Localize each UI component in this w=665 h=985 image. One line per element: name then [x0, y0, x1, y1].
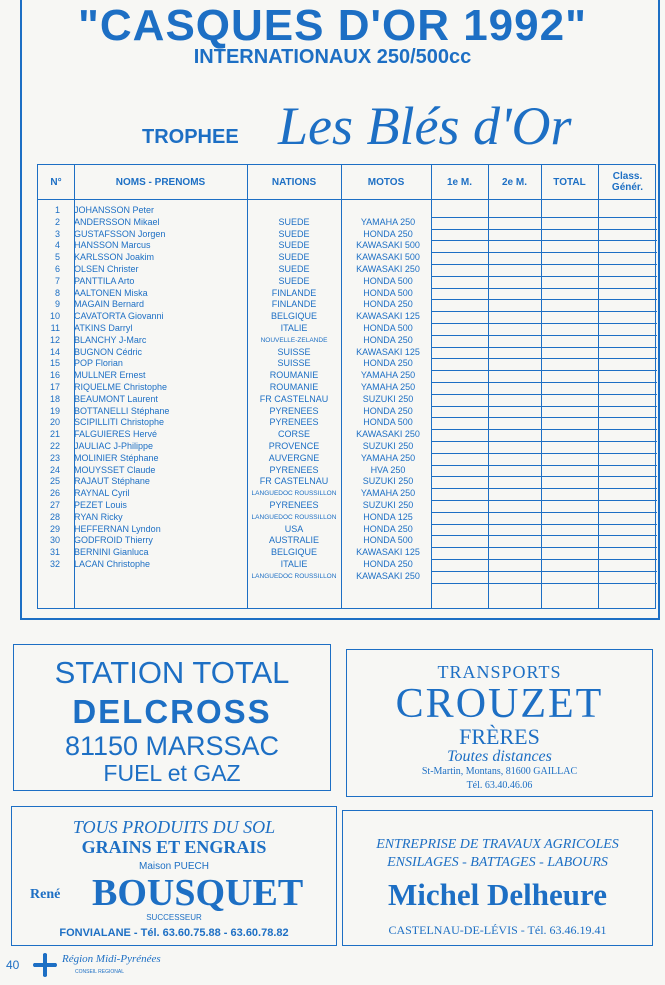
rider-moto: KAWASAKI 500 — [356, 240, 420, 251]
rider-moto: HONDA 250 — [363, 358, 413, 369]
rider-number: 25 — [49, 476, 60, 487]
table-row — [38, 488, 655, 500]
rider-name: BUGNON Cédric — [74, 346, 143, 357]
rider-name: MULLNER Ernest — [74, 370, 146, 381]
rider-nation: ITALIE — [280, 559, 308, 569]
rider-nation: USA — [284, 523, 304, 534]
table-row — [38, 453, 655, 465]
ad-bousquet-line2: GRAINS ET ENGRAIS — [81, 837, 267, 857]
ad-crouzet-line1: TRANSPORTS — [437, 662, 562, 682]
rider-moto: HONDA 250 — [363, 299, 413, 310]
table-row — [38, 347, 655, 359]
rider-number: 24 — [49, 464, 60, 475]
rider-nation: CORSE — [277, 429, 310, 440]
rider-number: 28 — [49, 511, 60, 522]
table-row — [38, 264, 655, 276]
ad-bousquet-line5: SUCCESSEUR — [146, 913, 202, 922]
rider-nation: SUISSE — [277, 358, 311, 369]
rider-moto: SUZUKI 250 — [362, 476, 414, 487]
event-subtitle: INTERNATIONAUX 250/500cc — [193, 46, 472, 68]
rider-moto: YAMAHA 250 — [360, 370, 416, 381]
ad-station-total — [13, 644, 331, 791]
rider-name: RIQUELME Christophe — [74, 382, 168, 392]
rider-name: HEFFERNAN Lyndon — [74, 523, 161, 534]
rider-name: PEZET Louis — [74, 500, 127, 510]
rider-moto: HONDA 500 — [363, 535, 413, 546]
ad-total-line4: FUEL et GAZ — [103, 760, 241, 786]
rider-number: 12 — [49, 334, 60, 345]
page-number: 40 — [6, 958, 20, 972]
table-row — [38, 417, 655, 429]
rider-number: 19 — [49, 405, 60, 416]
rider-name: AALTONEN Miska — [74, 287, 148, 298]
rider-name: JOHANSSON Peter — [74, 205, 155, 215]
ad-delheure-line4: CASTELNAU-DE-LÉVIS - Tél. 63.46.19.41 — [388, 923, 607, 937]
rider-name: PANTTILA Arto — [74, 275, 135, 286]
rider-number: 32 — [49, 559, 60, 569]
rider-nation: PROVENCE — [268, 441, 320, 451]
table-row — [38, 217, 655, 229]
rider-nation: BELGIQUE — [270, 547, 317, 558]
rider-moto: HONDA 500 — [363, 287, 413, 298]
rider-nation: LANGUEDOC ROUSSILLON — [251, 513, 337, 521]
rider-nation: LANGUEDOC ROUSSILLON — [251, 572, 337, 580]
rider-name: LACAN Christophe — [74, 559, 151, 569]
rider-name: BOTTANELLI Stéphane — [74, 405, 170, 416]
header-number: N° — [50, 176, 62, 188]
rider-moto: YAMAHA 250 — [360, 382, 416, 392]
table-row — [38, 370, 655, 382]
rider-number: 15 — [49, 358, 60, 369]
rider-name: RYAN Ricky — [74, 511, 123, 522]
rider-moto: HONDA 250 — [363, 523, 413, 534]
rider-moto: SUZUKI 250 — [362, 441, 414, 451]
ad-delheure-line1: ENTREPRISE DE TRAVAUX AGRICOLES — [376, 837, 619, 852]
rider-name: CAVATORTA Giovanni — [74, 311, 164, 322]
rider-name: MOUYSSET Claude — [74, 464, 156, 475]
rider-nation: SUEDE — [278, 275, 310, 286]
rider-number: 18 — [49, 393, 60, 404]
table-row — [38, 240, 655, 252]
rider-moto: SUZUKI 250 — [362, 393, 414, 404]
rider-number: 17 — [49, 382, 60, 392]
score-row-line — [431, 583, 657, 584]
rider-name: FALGUIERES Hervé — [74, 429, 158, 440]
ad-bousquet-name-row — [12, 873, 336, 913]
region-subtitle: CONSEIL REGIONAL — [75, 969, 124, 975]
rider-number: 5 — [54, 252, 60, 263]
ad-total-line2: DELCROSS — [72, 693, 272, 730]
ad-bousquet-line1: TOUS PRODUITS DU SOL — [72, 817, 276, 837]
table-row — [38, 512, 655, 524]
ad-crouzet-line3: FRÈRES — [459, 724, 540, 749]
rider-name: GUSTAFSSON Jorgen — [74, 228, 166, 239]
rider-name: SCIPILLITI Christophe — [74, 417, 165, 428]
rider-number: 20 — [49, 417, 60, 428]
header-name: NOMS - PRENOMS — [115, 176, 206, 188]
rider-name: BERNINI Gianluca — [74, 547, 149, 558]
rider-nation: ROUMANIE — [269, 382, 319, 392]
table-row — [38, 559, 655, 571]
rider-nation: SUEDE — [278, 228, 310, 239]
header-total: TOTAL — [553, 176, 586, 188]
rider-number: 4 — [54, 240, 60, 251]
rider-name: MOLINIER Stéphane — [74, 452, 159, 463]
rider-nation: PYRENEES — [269, 464, 319, 475]
ad-bousquet-line3: Maison PUECH — [138, 861, 210, 872]
rider-name: RAYNAL Cyril — [74, 488, 130, 499]
rider-nation: ITALIE — [280, 323, 308, 333]
rider-number: 21 — [49, 429, 60, 440]
rider-number: 31 — [49, 547, 60, 558]
table-row — [38, 252, 655, 264]
rider-moto: KAWASAKI 125 — [356, 346, 420, 357]
rider-number: 26 — [49, 488, 60, 499]
rider-number: 3 — [54, 228, 60, 239]
table-row — [38, 299, 655, 311]
ad-total-line1: STATION TOTAL — [54, 655, 290, 690]
rider-number: 14 — [49, 346, 60, 357]
rider-moto: KAWASAKI 250 — [356, 429, 420, 440]
rider-nation: SUEDE — [278, 216, 310, 227]
table-row — [38, 441, 655, 453]
rider-moto: YAMAHA 250 — [360, 488, 416, 499]
rider-moto: YAMAHA 250 — [360, 452, 416, 463]
ad-michel-delheure — [342, 810, 653, 946]
rider-name: KARLSSON Joakim — [74, 252, 155, 263]
rider-nation: LANGUEDOC ROUSSILLON — [251, 490, 337, 498]
rider-nation: SUEDE — [278, 252, 310, 263]
rider-nation: FINLANDE — [271, 299, 317, 310]
rider-number: 22 — [49, 441, 60, 451]
rider-name: ANDERSSON Mikael — [74, 216, 160, 227]
rider-name: RAJAUT Stéphane — [74, 476, 150, 487]
rider-name: JAULIAC J-Philippe — [74, 441, 154, 451]
rider-moto: HONDA 250 — [363, 228, 413, 239]
table-row — [38, 311, 655, 323]
rider-nation: NOUVELLE-ZELANDE — [260, 336, 328, 344]
ad-total-line3: 81150 MARSSAC — [64, 731, 280, 761]
header-nation: NATIONS — [271, 176, 317, 188]
rider-nation: SUISSE — [277, 346, 311, 357]
table-row — [38, 524, 655, 536]
rider-nation: BELGIQUE — [270, 311, 317, 322]
table-row — [38, 323, 655, 335]
rider-name: MAGAIN Bernard — [74, 299, 145, 310]
ad-rene-bousquet — [11, 806, 337, 946]
region-cross-icon — [32, 952, 58, 978]
rider-moto: HVA 250 — [370, 464, 406, 475]
rider-moto: HONDA 125 — [363, 511, 413, 522]
rider-nation: AUVERGNE — [268, 452, 320, 463]
rider-name: POP Florian — [74, 358, 123, 369]
ad-crouzet-line6: Tél. 63.40.46.06 — [466, 780, 533, 791]
ad-transports-crouzet — [346, 649, 653, 797]
table-row — [38, 205, 655, 217]
table-row — [38, 476, 655, 488]
table-row — [38, 335, 655, 347]
ad-crouzet-line4: Toutes distances — [447, 748, 552, 765]
rider-moto: KAWASAKI 500 — [356, 252, 420, 263]
table-row — [38, 535, 655, 547]
rider-moto: HONDA 250 — [363, 559, 413, 569]
rider-number: 27 — [49, 500, 60, 510]
table-row — [38, 229, 655, 241]
rider-number: 10 — [49, 311, 60, 322]
rider-number: 6 — [54, 264, 60, 274]
region-name: Région Midi-Pyrénées — [62, 953, 161, 965]
rider-moto: HONDA 250 — [363, 334, 413, 345]
table-row — [38, 288, 655, 300]
rider-number: 29 — [49, 523, 60, 534]
rider-nation: SUEDE — [278, 240, 310, 251]
event-title: "CASQUES D'OR 1992" — [78, 1, 587, 50]
trophy-label: TROPHEE — [142, 126, 239, 148]
rider-moto: HONDA 500 — [363, 275, 413, 286]
table-row — [38, 394, 655, 406]
rider-nation: PYRENEES — [269, 500, 319, 510]
rider-name: BEAUMONT Laurent — [74, 393, 158, 404]
table-row — [38, 358, 655, 370]
rider-nation: PYRENEES — [269, 417, 319, 428]
rider-nation: FR CASTELNAU — [259, 476, 329, 487]
ad-delheure-line3: Michel Delheure — [388, 877, 607, 912]
rider-number: 30 — [49, 535, 60, 546]
rider-number: 1 — [54, 205, 60, 215]
table-row — [38, 429, 655, 441]
rider-nation: PYRENEES — [269, 405, 319, 416]
ad-bousquet-surname: BOUSQUET — [92, 872, 304, 914]
rider-moto: KAWASAKI 250 — [356, 570, 420, 581]
table-row — [38, 276, 655, 288]
rider-number: 23 — [49, 452, 60, 463]
results-table — [37, 164, 656, 609]
rider-number: 16 — [49, 370, 60, 381]
rider-nation: SUEDE — [278, 264, 310, 274]
header-race2: 2e M. — [501, 176, 527, 188]
header-race1: 1e M. — [446, 176, 472, 188]
rider-moto: HONDA 500 — [363, 417, 413, 428]
rider-number: 8 — [54, 287, 60, 298]
rider-name: HANSSON Marcus — [74, 240, 151, 251]
rider-moto: SUZUKI 250 — [362, 500, 414, 510]
trophy-name: Les Blés d'Or — [278, 96, 572, 156]
header-divider — [38, 199, 655, 200]
table-row — [38, 465, 655, 477]
table-row — [38, 382, 655, 394]
table-row — [38, 571, 655, 583]
rider-moto: HONDA 250 — [363, 405, 413, 416]
header-classement: Class. Génér. — [611, 171, 644, 193]
rider-name: GODFROID Thierry — [74, 535, 153, 546]
rider-number: 9 — [54, 299, 60, 310]
ad-delheure-line2: ENSILAGES - BATTAGES - LABOURS — [387, 855, 608, 870]
rider-moto: KAWASAKI 125 — [356, 547, 420, 558]
rider-nation: AUSTRALIE — [268, 535, 319, 546]
ad-crouzet-line5: St-Martin, Montans, 81600 GAILLAC — [421, 766, 578, 777]
ad-bousquet-firstname: René — [30, 887, 61, 902]
rider-number: 2 — [54, 216, 60, 227]
ad-crouzet-line2: CROUZET — [395, 681, 604, 727]
ad-bousquet-line6: FONVIALANE - Tél. 63.60.75.88 - 63.60.78.82 — [59, 927, 289, 939]
rider-moto: YAMAHA 250 — [360, 216, 416, 227]
table-row — [38, 500, 655, 512]
rider-moto: KAWASAKI 250 — [356, 264, 420, 274]
rider-number: 11 — [50, 323, 60, 333]
table-row — [38, 406, 655, 418]
rider-nation: ROUMANIE — [269, 370, 319, 381]
rider-name: ATKINS Darryl — [74, 323, 133, 333]
rider-nation: FR CASTELNAU — [259, 393, 329, 404]
rider-name: OLSEN Christer — [74, 264, 139, 274]
rider-name: BLANCHY J-Marc — [74, 334, 147, 345]
rider-moto: HONDA 500 — [363, 323, 413, 333]
header-moto: MOTOS — [367, 176, 405, 188]
rider-moto: KAWASAKI 125 — [356, 311, 420, 322]
rider-nation: FINLANDE — [271, 287, 317, 298]
rider-number: 7 — [54, 275, 60, 286]
table-row — [38, 547, 655, 559]
